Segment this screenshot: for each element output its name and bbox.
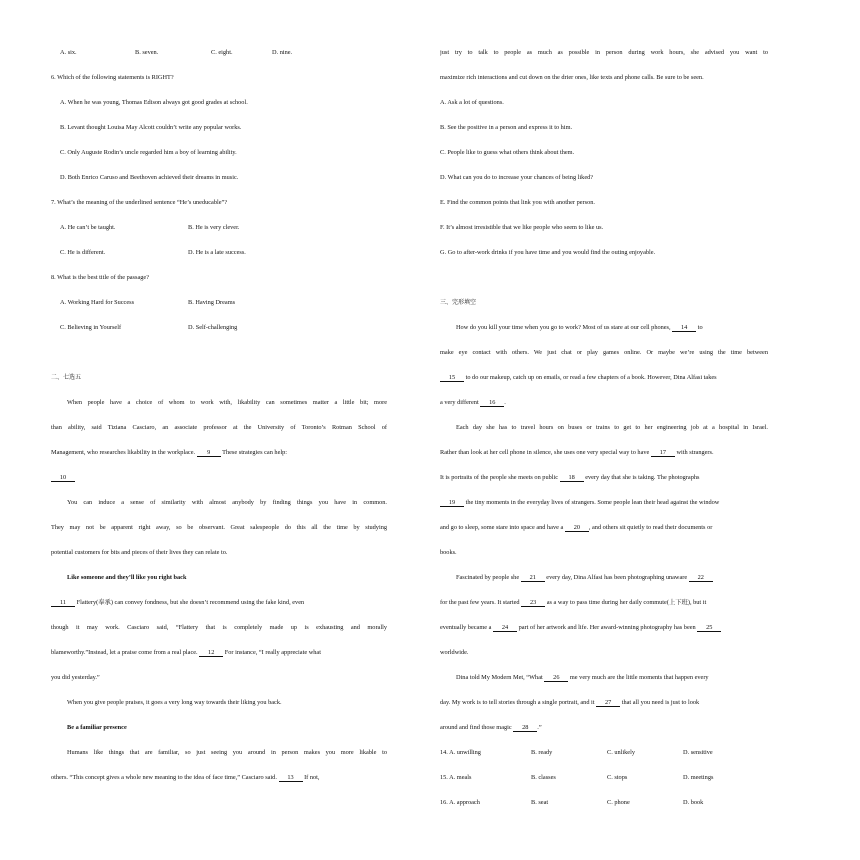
question-14-options [440,740,768,765]
blank-10-line [51,465,387,490]
paragraph-line: day. My work is to tell stories through a single portrait, and it 27 that all you need is just to look [440,699,700,706]
q14-option-a: 14. A. unwilling [440,749,481,756]
blank-10[interactable]: 10 [51,474,75,482]
paragraph-line: around and find those magic 28 .” [440,724,542,731]
q5-options [51,40,387,65]
blank-24[interactable]: 24 [493,624,517,632]
option-a: A. six. [60,49,77,56]
paragraph-line: just try to talk to people as much as possible in person during work hours, she advised you want to [440,49,768,56]
option-a-line: A. Ask a lot of questions. [440,99,504,106]
option-c-line: C. People like to guess what others think about them. [440,149,575,156]
paragraph-line: Humans like things that are familiar, so just seeing you around in person makes you more likable to [67,749,387,756]
paragraph-line: make eye contact with others. We just chat or play games online. Or maybe we’re using the time between [440,349,768,356]
q6-option-c: C. Only Auguste Rodin’s uncle regarded him a boy of learning ability. [60,149,237,156]
paragraph-line: books. [440,549,457,556]
paragraph-line: others. “This concept gives a whole new meaning to the idea of face time,” Casciaro said. 13 If not, [51,774,320,781]
paragraph-line: 11 Flattery(奉承) can convey fondness, but she doesn’t recommend using the fake kind, even [51,590,387,615]
q14-option-c: C. unlikely [607,749,635,756]
left-column [51,40,387,790]
q15-option-b: B. classes [531,774,556,781]
option-b: B. He is very clever. [188,224,240,231]
option-d: D. nine. [272,49,293,56]
option-a: A. He can’t be taught. [60,224,116,231]
question-6: 6. Which of the following statements is RIGHT? [51,74,174,81]
blank-14[interactable]: 14 [672,324,696,332]
paragraph-line: It is portraits of the people she meets on public 18 every day that she is taking. The photographs [440,474,700,481]
blank-23[interactable]: 23 [521,599,545,607]
paragraph-line: potential customers for bits and pieces of their lives they can relate to. [51,549,228,556]
q16-option-d: D. book [683,799,704,806]
subheading-familiar: Be a familiar presence [67,724,127,731]
blank-12[interactable]: 12 [199,649,223,657]
option-a: A. Working Hard for Success [60,299,135,306]
option-b-line: B. See the positive in a person and express it to him. [440,124,573,131]
paragraph-line: maximize rich interactions and cut down on the drier ones, like texts and phone calls. Be sure to be seen. [440,74,704,81]
question-15-options [440,765,768,790]
question-7: 7. What’s the meaning of the underlined sentence “He’s uneducable”? [51,199,228,206]
paragraph-line: for the past few years. It started 23 as a way to pass time during her daily commute(上下班), but it [440,599,707,606]
paragraph-line: eventually became a 24 part of her artwork and life. Her award-winning photography has been 25 [440,615,768,640]
q16-option-a: 16. A. approach [440,799,480,806]
blank-16[interactable]: 16 [480,399,504,407]
option-b: B. Having Dreams [188,299,236,306]
blank-9[interactable]: 9 [197,449,221,457]
blank-27[interactable]: 27 [596,699,620,707]
paragraph-line: and go to sleep, some stare into space and have a 20 , and others sit quietly to read their documents or [440,524,713,531]
blank-21[interactable]: 21 [521,574,545,582]
q7-options-ab [51,215,387,240]
q6-option-b: B. Levant thought Louisa May Alcott couldn’t write any popular works. [60,124,242,131]
paragraph-line: 15 to do our makeup, catch up on emails, or read a few chapters of a book. However, Dina Alfasi takes [440,365,768,390]
q14-option-d: D. sensitive [683,749,713,756]
q16-option-c: C. phone [607,799,630,806]
option-c: C. He is different. [60,249,106,256]
blank-18[interactable]: 18 [560,474,584,482]
blank-15[interactable]: 15 [440,374,464,382]
option-g-line: G. Go to after-work drinks if you have time and you would find the outing enjoyable. [440,249,656,256]
blank-17[interactable]: 17 [651,449,675,457]
paragraph-line: When people have a choice of whom to work with, likability can sometimes matter a little bit; more [67,399,387,406]
paragraph-line: 19 the tiny moments in the everyday lives of strangers. Some people lean their head against the window [440,490,768,515]
q14-option-b: B. ready [531,749,553,756]
right-column [440,40,768,815]
option-c: C. Believing in Yourself [60,324,122,331]
blank-20[interactable]: 20 [565,524,589,532]
question-16-options [440,790,768,815]
option-d-line: D. What can you do to increase your chances of being liked? [440,174,594,181]
blank-25[interactable]: 25 [697,624,721,632]
blank-28[interactable]: 28 [513,724,537,732]
paragraph-line: you did yesterday.” [51,674,100,681]
blank-11[interactable]: 11 [51,599,75,607]
blank-19[interactable]: 19 [440,499,464,507]
paragraph-line: Fascinated by people she 21 every day, Dina Alfasi has been photographing unaware 22 [440,565,768,590]
q8-options-cd [51,315,387,340]
paragraph-line: Dina told My Modern Met, “What 26 me very much are the little moments that happen every [456,674,709,681]
paragraph-line: When you give people praises, it goes a very long way towards their liking you back. [67,699,282,706]
section-2-heading: 二、七选五 [51,374,82,381]
option-e-line: E. Find the common points that link you with another person. [440,199,595,206]
paragraph-line: Management, who researches likability in the workplace. 9 These strategies can help: [51,449,288,456]
option-d: D. Self-challenging [188,324,238,331]
blank-13[interactable]: 13 [279,774,303,782]
blank-26[interactable]: 26 [544,674,568,682]
paragraph-line: though it may work. Casciaro said, “Flattery that is completely made up is exhausting and morally [51,624,387,631]
paragraph-line: You can induce a sense of similarity with almost anybody by finding things you have in common. [67,499,387,506]
paragraph-line: Each day she has to travel hours on buses or trains to get to her engineering job at a hospital in Israel. [456,424,768,431]
option-d: D. He is a late success. [188,249,246,256]
q7-options-cd [51,240,387,265]
paragraph-line: than ability, said Tiziana Casciaro, an associate professor at the University of Toronto’s Rotman School of [51,424,387,431]
paragraph-line: worldwide. [440,649,469,656]
section-3-heading: 三、完形填空 [440,299,477,306]
option-c: C. eight. [211,49,233,56]
q6-option-a: A. When he was young, Thomas Edison always got good grades at school. [60,99,248,106]
question-8: 8. What is the best title of the passage? [51,274,149,281]
option-f-line: F. It’s almost irresistible that we like people who seem to like us. [440,224,604,231]
q15-option-d: D. meetings [683,774,714,781]
paragraph-line: How do you kill your time when you go to work? Most of us stare at our cell phones, 14 to [456,324,703,331]
paragraph-line: They may not be apparent right away, so be observant. Great salespeople do this all the time by studying [51,524,387,531]
q15-option-a: 15. A. meals [440,774,472,781]
paragraph-line: Rather than look at her cell phone in silence, she uses one very special way to have 17 with strangers. [440,449,714,456]
q16-option-b: B. seat [531,799,549,806]
paragraph-line: a very different 16 . [440,399,506,406]
subheading-like: Like someone and they’ll like you right back [67,574,187,581]
blank-22[interactable]: 22 [689,574,713,582]
q8-options-ab [51,290,387,315]
option-b: B. seven. [135,49,159,56]
q6-option-d: D. Both Enrico Caruso and Beethoven achieved their dreams in music. [60,174,239,181]
paragraph-line: blameworthy.”Instead, let a praise come from a real place. 12 For instance, “I really appreciate what [51,649,321,656]
q15-option-c: C. stops [607,774,628,781]
